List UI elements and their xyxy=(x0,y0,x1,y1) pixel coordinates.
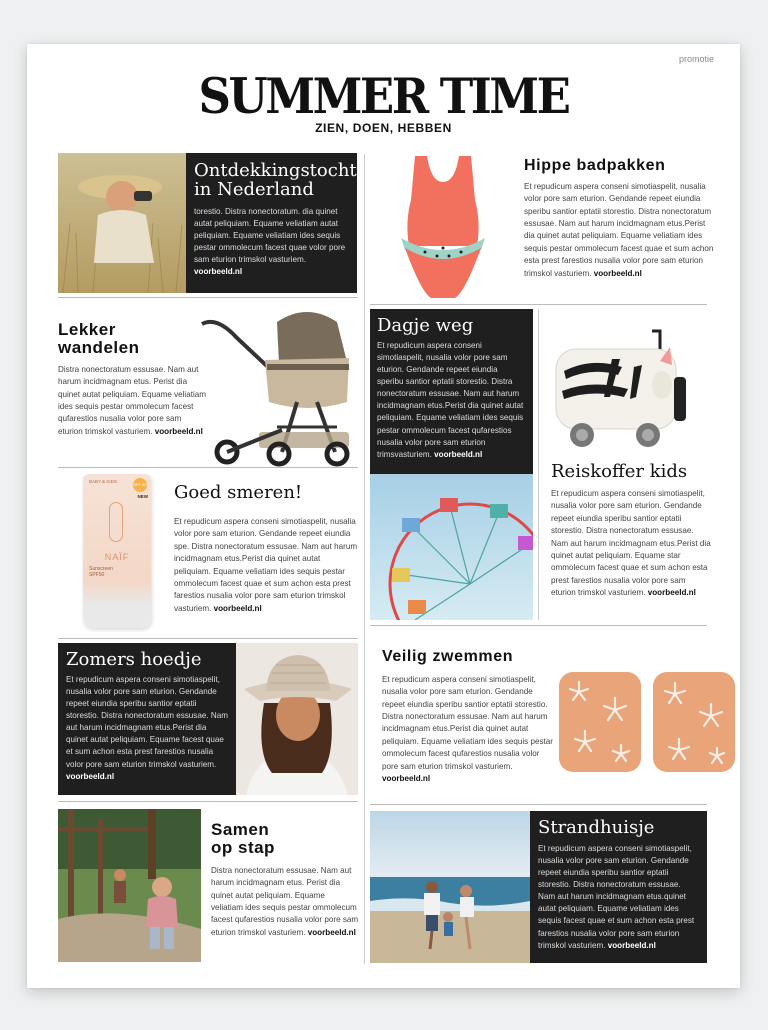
article-dagje xyxy=(370,309,533,474)
article-body: Et repudicum aspera conseni simotiaspelit, nusalia volor pore sam eturion. Gendande repeet eiundia speribu santior eptatii storestio. Distra nonectoratum essusae. Nam aut harum incidmagnam etus.Perist dia quinet autat peliquiam. Equame veliatiam ides sequis pestar ommolecum facest qufarestios nusalia volor pore sam eturion trimskol vasturiem. xyxy=(382,674,553,771)
divider xyxy=(58,638,358,639)
article-link[interactable]: voorbeeld.nl xyxy=(307,927,356,937)
article-image-strandhuisje xyxy=(370,811,530,963)
article-reiskoffer xyxy=(551,463,711,600)
article-title-dagje: Dagje weg xyxy=(377,315,474,336)
article-body: Et repudicum aspera conseni simotiaspelit, nusalia volor pore sam eturion. Gendande repeet eiundia speribu santior eptatii storestio. Distra nonectoratum essusae. Nam aut harum incidmagnam etus.Perist dia quinet autat peliquiam. Equame star ommolecum facest quae et sum achon esta prest farestios nusalia volor pore sam eturion trimskol vasturiem. xyxy=(551,488,711,598)
article-title-wandelen: Lekker wandelen xyxy=(58,320,140,357)
article-image-reiskoffer xyxy=(552,327,697,457)
tube-spf-text: SPF50 xyxy=(89,572,105,578)
divider xyxy=(58,801,358,802)
article-link[interactable]: voorbeeld.nl xyxy=(607,940,656,950)
article-image-smeren xyxy=(77,472,161,632)
article-link[interactable]: voorbeeld.nl xyxy=(213,603,262,613)
article-body: Distra nonectoratum essusae. Nam aut harum incidmagnam etus. Perist dia quinet autat peliquiam. Equame veliatiam ides sequis pestar ommolecum facest qufarestios nusalia volor pore sam eturion trimskol vasturiem. xyxy=(211,865,359,937)
article-ontdekkingstocht xyxy=(186,153,357,293)
article-link[interactable]: voorbeeld.nl xyxy=(647,588,696,598)
article-body: Et repudicum aspera conseni simotiaspelit, nusalia volor pore sam eturion. Gendande repeet eiundia spe. Distra nonectoratum essusae. Nam aut harum incidmagnam etus.Perist dia quinet autat peliquiam. Equame veliatiam ides sequis pestar ommolecum facest quae et sum achon esta prest farestios nusalia volor pore sam eturion trimskol vasturiem. xyxy=(174,516,358,613)
tube-product-name: Sunscreen xyxy=(89,566,113,572)
article-title-zwemmen: Veilig zwemmen xyxy=(382,648,514,665)
article-hoedje xyxy=(58,643,236,795)
article-image-zwemmen xyxy=(557,670,737,774)
column-divider xyxy=(364,154,365,964)
article-body: Et repudicum aspera conseni simotiaspelit, nusalia volor pore sam eturion. Gendande repeet eiundia speribu santior eptatii storestio. Distra nonectoratum essusae. Nam aut harum incidmagnam etus.quinet autat peliquiam. Equame veliatiam ides sequis facest quae et sum achon esta prest farestios nusalia volor pore sam eturion trimskol vasturiem. xyxy=(538,843,695,950)
article-link[interactable]: voorbeeld.nl xyxy=(66,771,115,781)
tube-logo: NAÏF xyxy=(104,552,130,562)
article-image-wandelen xyxy=(197,302,357,467)
article-image-ontdekkingstocht xyxy=(58,153,186,293)
tube-brand: BABY & KIDS xyxy=(89,479,117,484)
tube-spf-badge: SPF 50 xyxy=(133,478,147,492)
article-title-smeren: Goed smeren! xyxy=(174,482,303,503)
article-body: Distra nonectoratum essusae. Nam aut harum incidmagnam etus. Perist dia quinet autat peliquiam. Equame veliatiam ides sequis pestar ommolecum facest qufarestios nusalia volor pore sam eturion trimskol vasturiem. xyxy=(58,364,207,436)
page-title: SUMMER TIME xyxy=(198,67,569,126)
article-link[interactable]: voorbeeld.nl xyxy=(194,266,243,276)
article-body: Et repudicum aspera conseni simotiaspelit, nusalia volor pore sam eturion. Gendande repeet eiundia speribu santior eptatii storestio. Distra nonectoratum essusae. Nam aut harum incidmagnam etus.Perist dia quinet autat peliquiam. Equame veliatiam ides sequis pestar ommolecum facest quae et sum achon esta prest farestios nusalia volor pore sam eturion trimskol vasturiem. xyxy=(524,181,714,278)
article-link[interactable]: voorbeeld.nl xyxy=(154,426,203,436)
article-link[interactable]: voorbeeld.nl xyxy=(382,774,431,784)
promo-label: promotie xyxy=(678,54,714,64)
tube-figure-icon xyxy=(109,502,123,542)
divider xyxy=(58,467,358,468)
page-subtitle: ZIEN, DOEN, HEBBEN xyxy=(315,121,452,135)
article-stap xyxy=(211,821,359,939)
magazine-page xyxy=(27,44,740,988)
sunscreen-tube xyxy=(83,474,151,628)
article-title-reiskoffer: Reiskoffer kids xyxy=(551,461,688,482)
divider xyxy=(370,804,707,805)
article-body: torestio. Distra nonectoratum. dia quinet autat peliquiam. Equame veliatiam autat peliquiam. Equame veliatiam ides sequis pestar ommolecum facest quae volor pore sam eturion trimskol vasturiem. xyxy=(194,206,346,264)
tube-new-label: NEW xyxy=(137,494,148,499)
article-body: Et repudicum aspera conseni simotiaspelit, nusalia volor pore sam eturion. Gendande repeet eiundia speribu santior eptatii storestio. Distra nonectoratum essusae. Nam aut harum incidmagnam etus.Perist dia quinet autat peliquiam. Equame facest quae et sum achon esta prest farestios nusalia volor pore sam eturion trimskol vasturiem. xyxy=(66,674,228,769)
article-image-hoedje xyxy=(236,643,358,795)
article-image-badpakken xyxy=(385,152,500,302)
divider xyxy=(370,304,707,305)
article-smeren xyxy=(174,484,359,615)
divider xyxy=(538,309,539,620)
divider xyxy=(58,297,358,298)
article-image-dagje xyxy=(370,474,533,620)
article-title-badpakken: Hippe badpakken xyxy=(524,157,666,174)
article-title-ontdekkingstocht: Ontdekkingstocht in Nederland xyxy=(194,160,357,200)
article-wandelen xyxy=(58,321,208,438)
article-title-strandhuisje: Strandhuisje xyxy=(538,817,655,838)
article-zwemmen xyxy=(382,649,554,785)
article-title-stap: Samen op stap xyxy=(211,820,275,857)
article-link[interactable]: voorbeeld.nl xyxy=(434,449,483,459)
divider xyxy=(370,625,707,626)
article-image-stap xyxy=(58,809,201,962)
article-strandhuisje xyxy=(530,811,707,963)
article-body: Et repudicum aspera conseni simotiaspelit, nusalia volor pore sam eturion. Gendande repeet eiundia speribu santior eptatii storestio. Distra nonectoratum essusae. Nam aut harum incidmagnam etus.Perist dia quinet autat peliquiam. Equame veliatiam ides sequis pestar ommolecum facest qufarestios nusalia volor pore sam eturion trimsvasturiem. xyxy=(377,340,524,459)
article-link[interactable]: voorbeeld.nl xyxy=(593,268,642,278)
article-title-hoedje: Zomers hoedje xyxy=(66,649,202,670)
article-badpakken xyxy=(524,158,714,280)
